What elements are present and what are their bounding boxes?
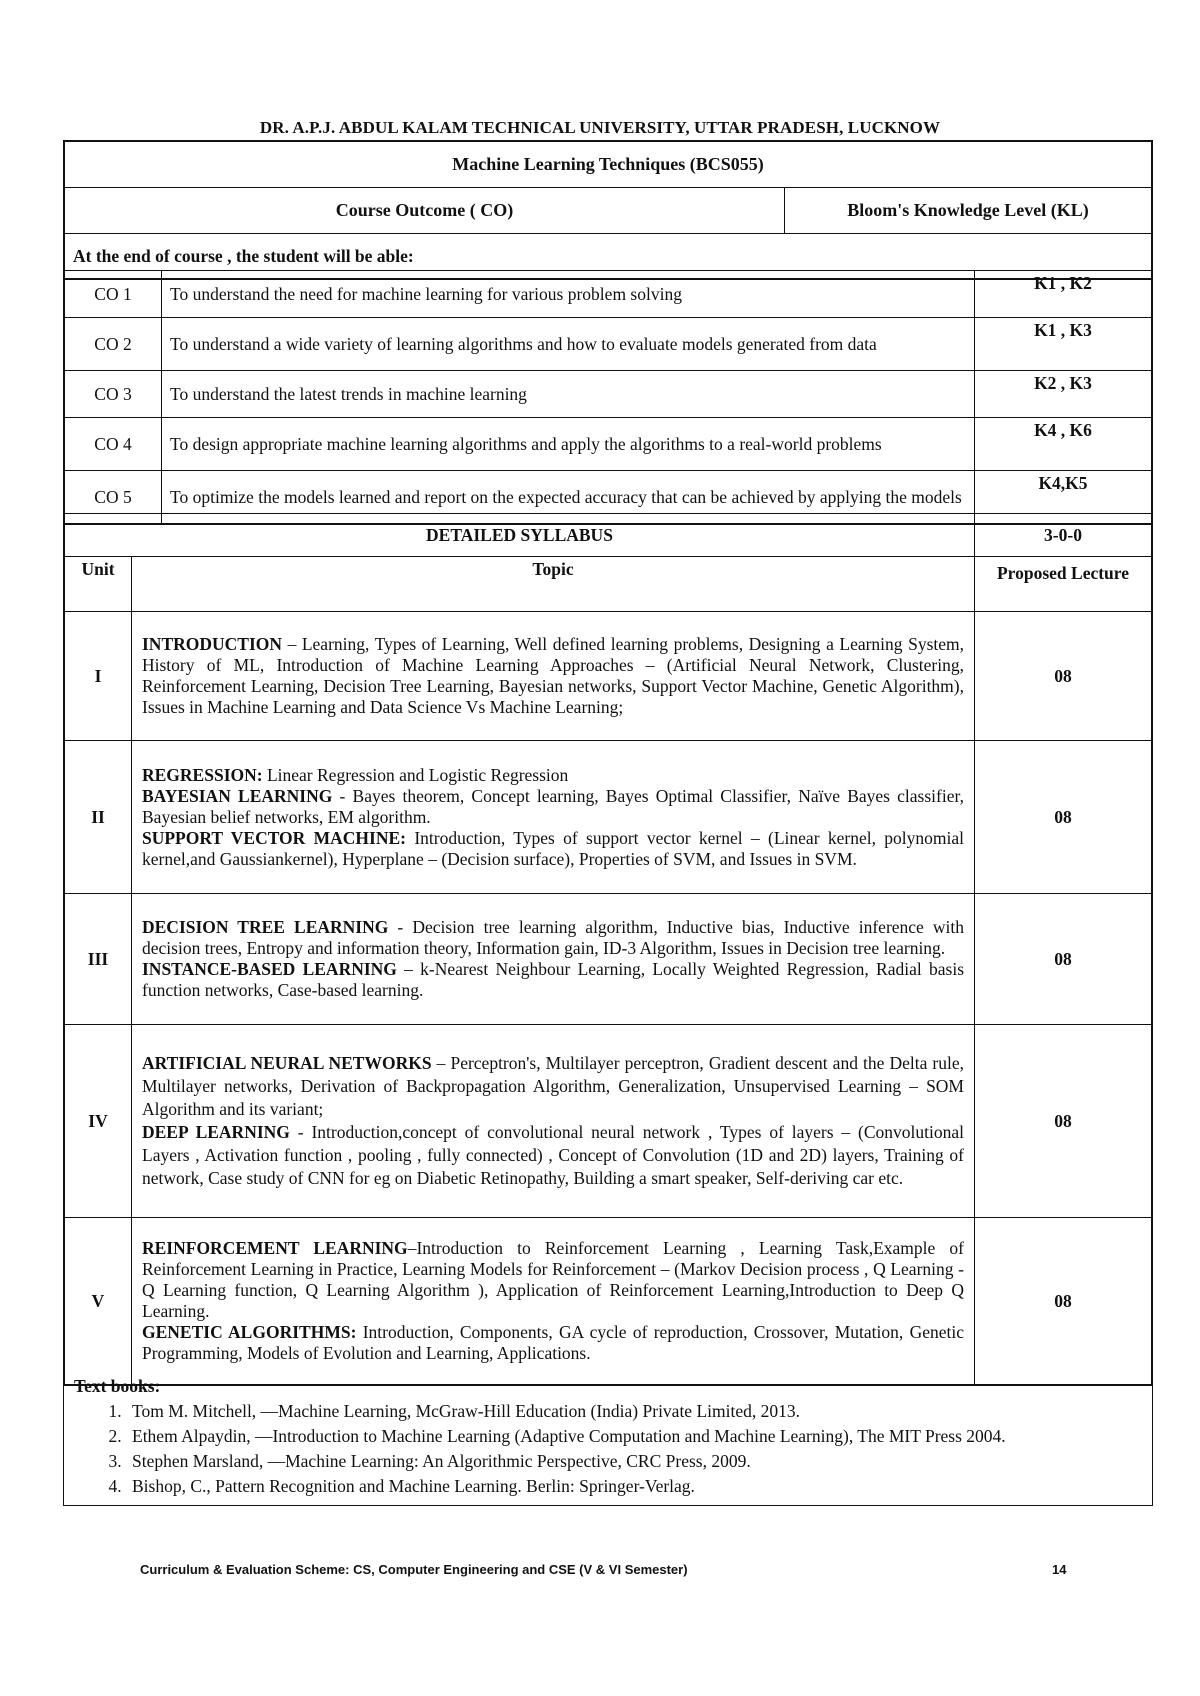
co-id: CO 2 <box>65 318 162 371</box>
co-knowledge-level: K2 , K3 <box>975 371 1152 418</box>
unit-row <box>65 1218 1152 1385</box>
unit-number: V <box>65 1218 132 1385</box>
unit-row <box>65 894 1152 1025</box>
col-lecture-header: Proposed Lecture <box>975 557 1152 612</box>
topic-paragraph <box>142 1238 964 1322</box>
topic-keyword: BAYESIAN LEARNING <box>142 785 333 806</box>
syllabus-table <box>63 513 1153 1386</box>
topic-keyword: DEEP LEARNING <box>142 1122 290 1142</box>
co-description: To optimize the models learned and report on the expected accuracy that can be achieved by applying the models <box>162 471 975 524</box>
co-row <box>65 371 1152 418</box>
topic-keyword: ARTIFICIAL NEURAL NETWORKS <box>142 1053 432 1073</box>
textbook-item: 2. Ethem Alpaydin, —Introduction to Machine Learning (Adaptive Computation and Machine Learning), The MIT Press 2004. <box>126 1424 1142 1449</box>
topic-text: Introduction, Components, GA cycle of reproduction, Crossover, Mutation, Genetic Programming, Models of Evolution and Learning, Applications. <box>142 1322 964 1363</box>
topic-keyword: GENETIC ALGORITHMS: <box>142 1322 357 1342</box>
co-description: To understand the latest trends in machine learning <box>162 371 975 418</box>
co-list-table <box>63 270 1153 525</box>
co-knowledge-level: K4 , K6 <box>975 418 1152 471</box>
topic-text: - Decision tree learning algorithm, Inductive bias, Inductive inference with decision trees, Entropy and information theory, Information gain, ID-3 Algorithm, Issues in Decision tree learning. <box>142 917 964 958</box>
co-row <box>65 418 1152 471</box>
textbook-item: 3. Stephen Marsland, —Machine Learning: An Algorithmic Perspective, CRC Press, 2009. <box>126 1449 1142 1474</box>
topic-paragraph <box>142 959 964 1001</box>
col-unit-header: Unit <box>65 557 132 612</box>
topic-paragraph <box>142 765 964 786</box>
page-footer: Curriculum & Evaluation Scheme: CS, Computer Engineering and CSE (V & VI Semester) <box>140 1562 688 1577</box>
co-header: Course Outcome ( CO) <box>65 188 785 234</box>
topic-paragraph <box>142 634 964 718</box>
course-outcome-table <box>63 140 1153 280</box>
topic-text: Linear Regression and Logistic Regression <box>262 764 569 785</box>
co-row <box>65 271 1152 318</box>
co-id: CO 3 <box>65 371 162 418</box>
page-number: 14 <box>1052 1562 1067 1577</box>
kl-header: Bloom's Knowledge Level (KL) <box>785 188 1152 234</box>
ltp-value: 3-0-0 <box>975 514 1152 557</box>
unit-topics <box>132 1218 975 1385</box>
topic-text: – k-Nearest Neighbour Learning, Locally Weighted Regression, Radial basis function networks, Case-based learning. <box>142 959 965 1000</box>
unit-lectures: 08 <box>975 894 1152 1025</box>
topic-paragraph <box>142 828 964 870</box>
unit-row <box>65 612 1152 741</box>
topic-paragraph <box>142 1322 964 1364</box>
co-knowledge-level: K1 , K3 <box>975 318 1152 371</box>
unit-number: II <box>65 741 132 894</box>
topic-text: - Bayes theorem, Concept learning, Bayes Optimal Classifier, Naïve Bayes classifier, Bayesian belief networks, EM algorithm. <box>142 785 964 827</box>
unit-number: I <box>65 612 132 741</box>
topic-keyword: INTRODUCTION <box>142 634 283 654</box>
unit-lectures: 08 <box>975 612 1152 741</box>
topic-paragraph <box>142 786 964 828</box>
unit-row <box>65 741 1152 894</box>
unit-topics <box>132 612 975 741</box>
co-description: To design appropriate machine learning algorithms and apply the algorithms to a real-world problems <box>162 418 975 471</box>
textbook-list <box>74 1399 1142 1499</box>
textbook-item: 1. Tom M. Mitchell, —Machine Learning, McGraw-Hill Education (India) Private Limited, 2013. <box>126 1399 1142 1424</box>
topic-text: - Introduction,concept of convolutional neural network , Types of layers – (Convolutional Layers , Activation function , pooling , fully connected) , Concept of Convolution (1D and 2D) layers, Training of network, Case study of CNN for eg on Diabetic Retinopathy, Building a smart speaker, Self-deriving car etc. <box>142 1122 965 1188</box>
syllabus-heading: DETAILED SYLLABUS <box>65 514 975 557</box>
textbooks-heading: Text books: <box>74 1376 161 1396</box>
university-heading: DR. A.P.J. ABDUL KALAM TECHNICAL UNIVERSITY, UTTAR PRADESH, LUCKNOW <box>259 118 941 137</box>
topic-text: Introduction, Types of support vector kernel – (Linear kernel, polynomial kernel,and Gaussiankernel), Hyperplane – (Decision surface), Properties of SVM, and Issues in SVM. <box>142 827 964 869</box>
unit-row <box>65 1025 1152 1218</box>
topic-text: – Perceptron's, Multilayer perceptron, Gradient descent and the Delta rule, Multilayer networks, Derivation of Backpropagation Algorithm, Generalization, Unsupervised Learning – SOM Algorithm and its variant; <box>142 1053 964 1119</box>
unit-lectures: 08 <box>975 1025 1152 1218</box>
topic-keyword: INSTANCE-BASED LEARNING <box>142 959 397 979</box>
topic-keyword: SUPPORT VECTOR MACHINE: <box>142 827 406 848</box>
unit-lectures: 08 <box>975 1218 1152 1385</box>
topic-paragraph <box>142 917 964 959</box>
co-knowledge-level: K1 , K2 <box>975 271 1152 318</box>
unit-number: IV <box>65 1025 132 1218</box>
topic-paragraph <box>142 1052 964 1121</box>
co-id: CO 5 <box>65 471 162 524</box>
topic-keyword: REGRESSION: <box>142 764 263 785</box>
unit-lectures: 08 <box>975 741 1152 894</box>
co-row <box>65 318 1152 371</box>
textbook-item: 4. Bishop, C., Pattern Recognition and Machine Learning. Berlin: Springer-Verlag. <box>126 1474 1142 1499</box>
unit-topics <box>132 1025 975 1218</box>
co-description: To understand a wide variety of learning algorithms and how to evaluate models generated from data <box>162 318 975 371</box>
textbooks-box <box>63 1366 1153 1506</box>
topic-keyword: DECISION TREE LEARNING <box>142 917 389 937</box>
course-intro: At the end of course , the student will be able: <box>65 234 1152 279</box>
unit-topics <box>132 894 975 1025</box>
topic-keyword: REINFORCEMENT LEARNING <box>142 1238 408 1258</box>
co-knowledge-level: K4,K5 <box>975 471 1152 524</box>
co-description: To understand the need for machine learning for various problem solving <box>162 271 975 318</box>
topic-text: – Learning, Types of Learning, Well defined learning problems, Designing a Learning System, History of ML, Introduction of Machine Learning Approaches – (Artificial Neural Network, Clustering, Reinforcement Learning, Decision Tree Learning, Bayesian networks, Support Vector Machine, Genetic Algorithm), Issues in Machine Learning and Data Science Vs Machine Learning; <box>142 634 964 717</box>
co-id: CO 4 <box>65 418 162 471</box>
topic-text: –Introduction to Reinforcement Learning , Learning Task,Example of Reinforcement Learning in Practice, Learning Models for Reinforcement – (Markov Decision process , Q Learning - Q Learning function, Q Learning Algorithm ), Application of Reinforcement Learning,Introduction to Deep Q Learning. <box>142 1238 965 1321</box>
col-topic-header: Topic <box>132 557 975 612</box>
unit-topics <box>132 741 975 894</box>
topic-paragraph <box>142 1121 964 1190</box>
co-id: CO 1 <box>65 271 162 318</box>
unit-number: III <box>65 894 132 1025</box>
course-title: Machine Learning Techniques (BCS055) <box>65 142 1152 188</box>
